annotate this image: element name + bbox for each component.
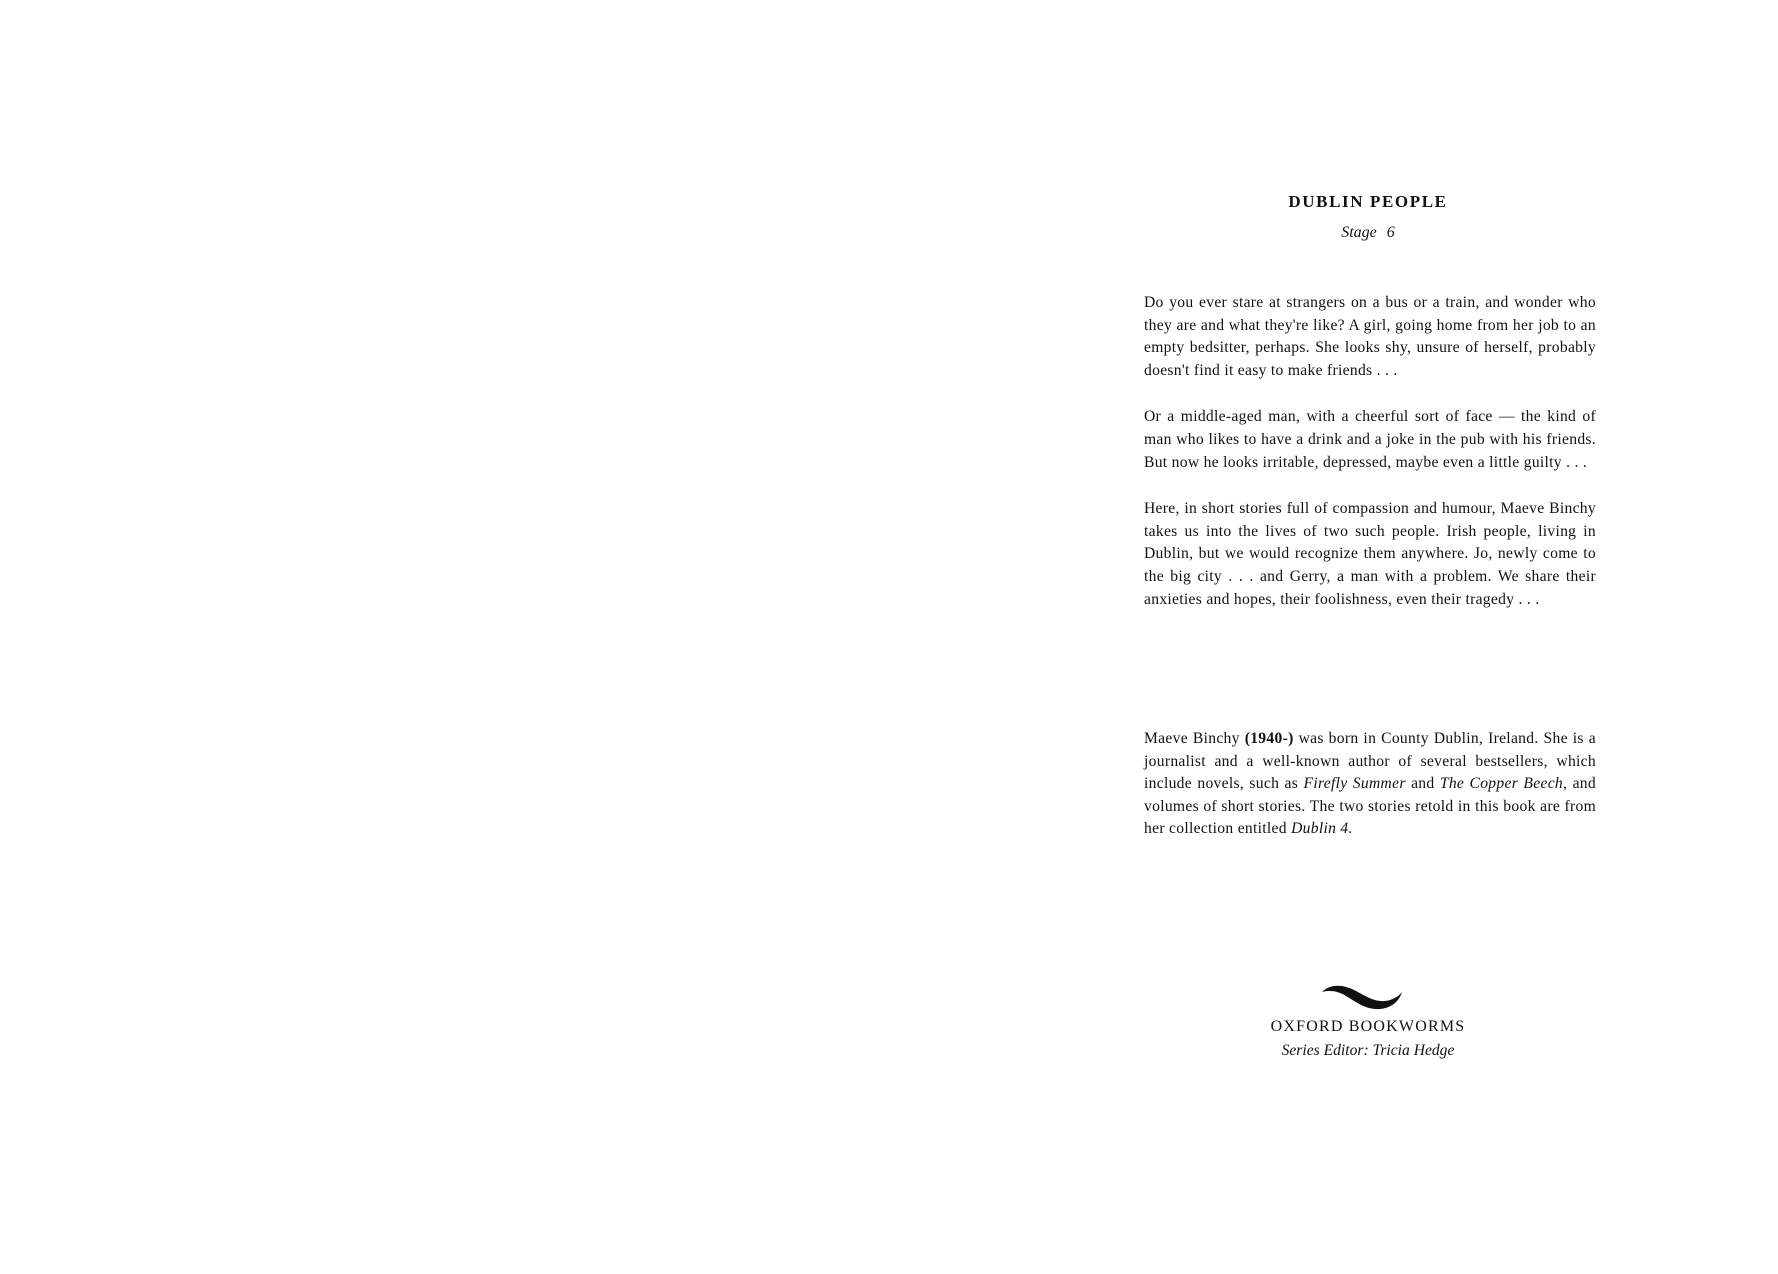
author-bio-text-3: and volumes of short stories. The two stories retold in this book are from her collection entitled <box>1144 775 1596 838</box>
blurb-paragraph-1: Do you ever stare at strangers on a bus or a train, and wonder who they are and what they're like? A girl, going home from her job to an empty bedsitter, perhaps. She looks shy, unsure of herself, probably doesn't find it easy to make friends . . . <box>1144 294 1596 379</box>
stage-label: Stage 6 <box>1341 224 1395 241</box>
author-bio-text-1: was born in County Dublin, Ireland. She is a journalist and a well-known author of several bestsellers, which include novels, such as <box>1144 730 1596 793</box>
blurb-paragraph-3: Here, in short stories full of compassion and humour, Maeve Binchy takes us into the lives of two such people. Irish people, living in Dublin, but we would recognize them anywhere. Jo, newly come to the big city . . . and Gerry, a man with a problem. We share their anxieties and hopes, their foolishness, even their tragedy . . . <box>1144 500 1596 608</box>
author-bio-text-2: and <box>1411 775 1435 793</box>
bookworm-wave-icon <box>1320 982 1404 1012</box>
series-editor: Series Editor: Tricia Hedge <box>1281 1042 1455 1059</box>
author-bio <box>1144 728 1596 841</box>
author-years: (1940-) <box>1244 730 1294 747</box>
book-title-firefly-summer: Firefly Summer <box>1303 775 1406 793</box>
blurb-paragraph-2: Or a middle-aged man, with a cheerful sort of face — the kind of man who likes to have a drink and a joke in the pub with his friends. But now he looks irritable, depressed, maybe even a little guilty . . . <box>1144 408 1596 471</box>
book-title-dublin-4: Dublin 4. <box>1291 820 1353 838</box>
author-name: Maeve Binchy <box>1144 730 1240 747</box>
series-name: OXFORD BOOKWORMS <box>1270 1018 1466 1035</box>
blurb <box>1144 292 1596 635</box>
book-title-copper-beech: The Copper Beech, <box>1439 775 1568 793</box>
book-title: DUBLIN PEOPLE <box>1288 192 1448 211</box>
